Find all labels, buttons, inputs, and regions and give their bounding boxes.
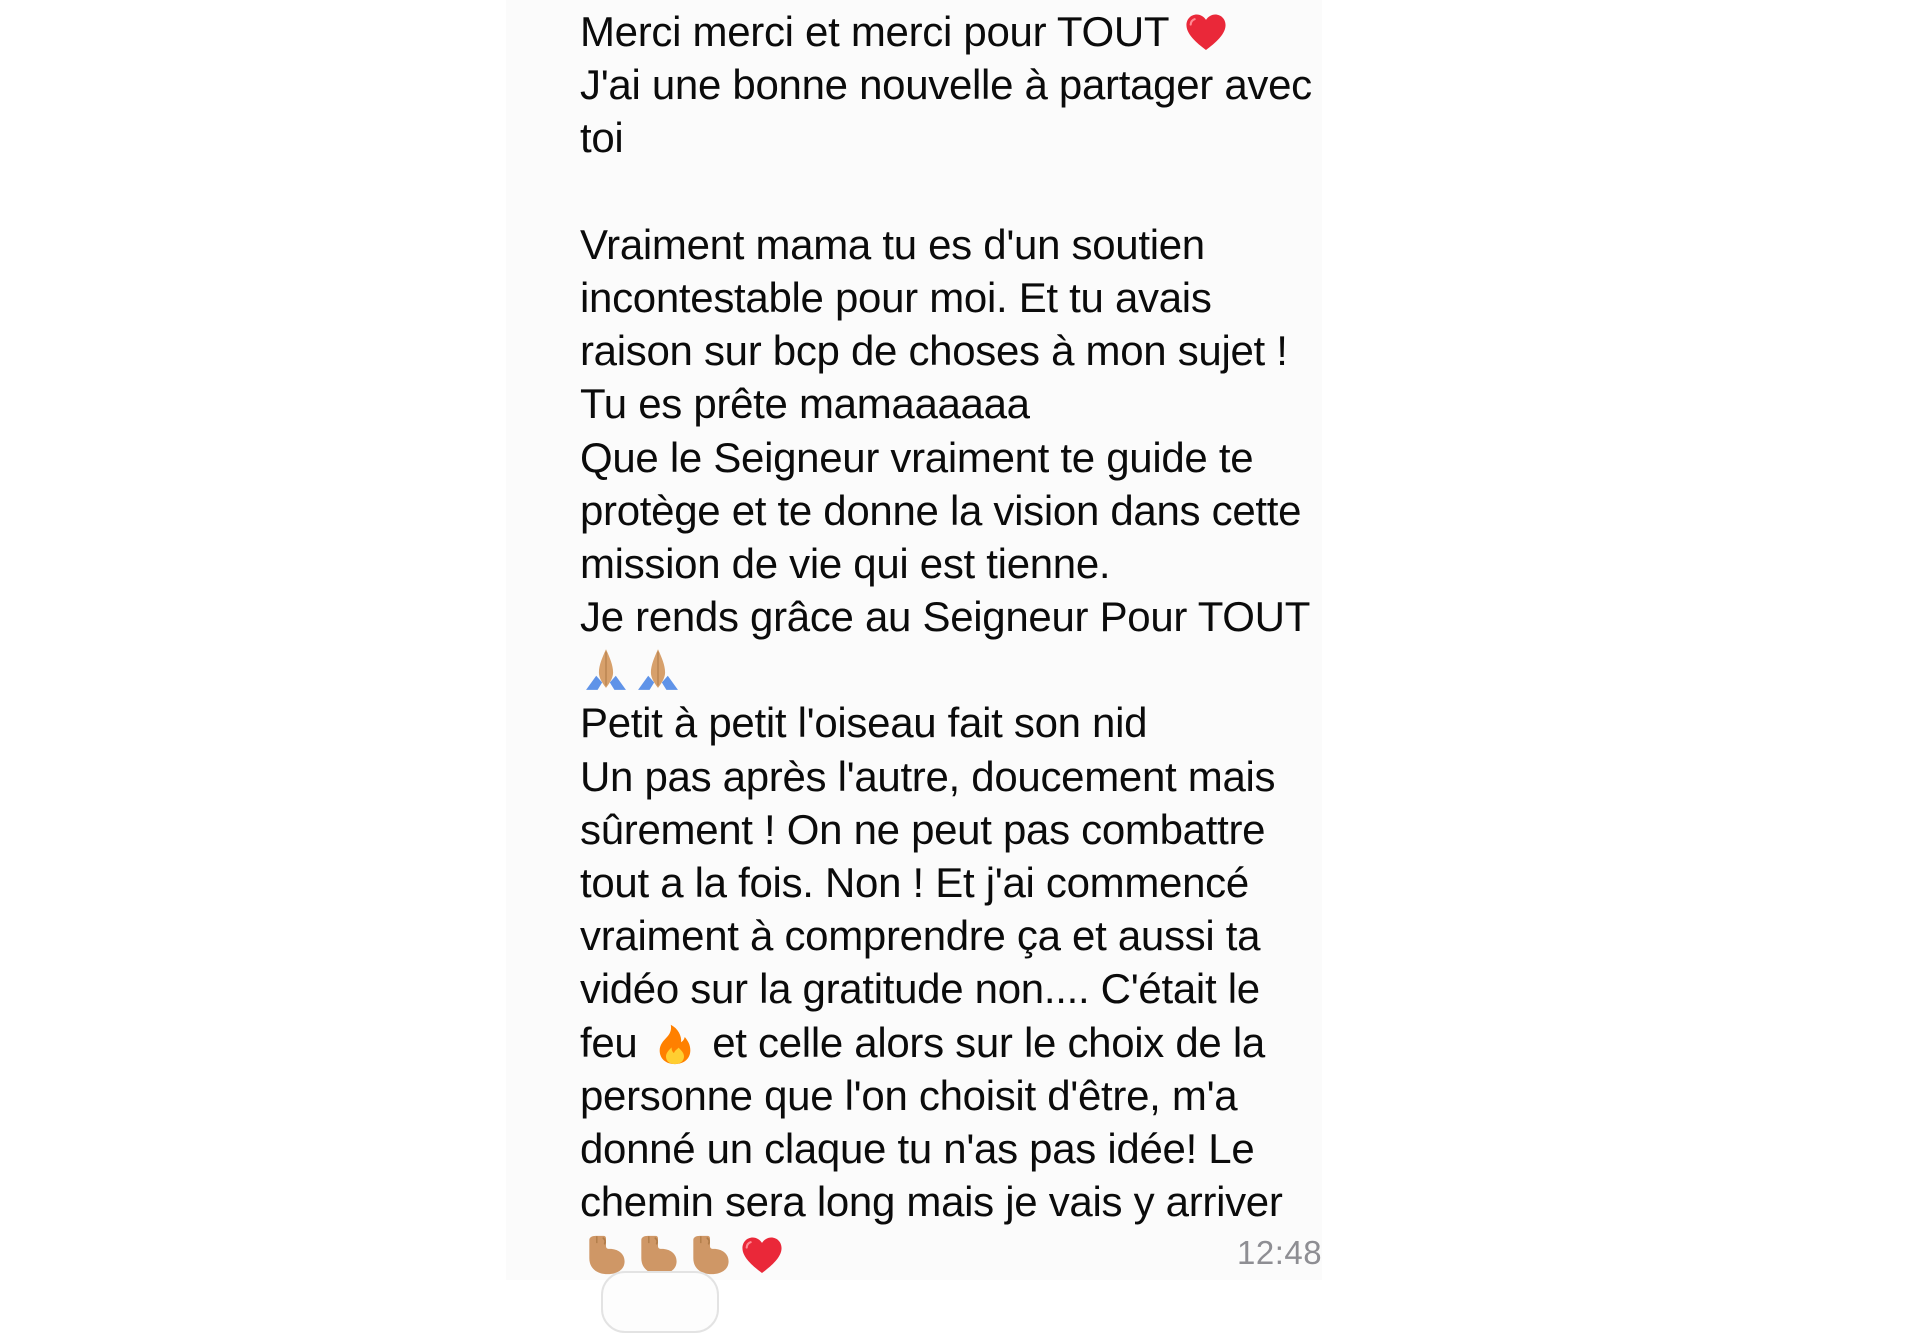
message-text-segment: Un pas après l'autre, doucement mais: [580, 752, 1276, 800]
message-text-segment: J'ai une bonne nouvelle à partager avec: [580, 61, 1312, 109]
folded-hands-emoji: [635, 647, 681, 693]
message-line: [580, 856, 1440, 909]
message-line: [580, 431, 1440, 484]
message-line: [580, 111, 1440, 164]
message-text-segment: tout a la fois. Non ! Et j'ai commencé: [580, 859, 1249, 906]
message-line: [580, 590, 1440, 643]
next-message-bubble-partial[interactable]: [601, 1271, 719, 1333]
message-text-segment: Je rends grâce au Seigneur Pour TOUT: [580, 593, 1311, 641]
message-line: [580, 1122, 1440, 1175]
message-text-segment: donné un claque tu n'as pas idée! Le: [580, 1124, 1255, 1172]
message-text-segment: vraiment à comprendre ça et aussi ta: [580, 912, 1261, 960]
message-text-segment: feu: [580, 1018, 649, 1066]
message-line: [580, 324, 1440, 377]
message-text-segment: sûrement ! On ne peut pas combattre: [580, 805, 1266, 853]
message-text-segment: Merci merci et merci pour TOUT: [580, 8, 1180, 55]
message-line: [580, 962, 1440, 1015]
message-line: [580, 696, 1440, 749]
message-line: [580, 909, 1440, 962]
message-text-segment: incontestable pour moi. Et tu avais: [580, 273, 1212, 321]
message-line: [580, 643, 1440, 696]
message-line: [580, 1175, 1440, 1228]
message-text-segment: mission de vie qui est tienne.: [580, 539, 1111, 587]
message-text-segment: raison sur bcp de choses à mon sujet !: [580, 327, 1288, 375]
message-text-segment: Vraiment mama tu es d'un soutien: [580, 220, 1205, 268]
folded-hands-emoji: [583, 647, 629, 693]
message-line: [580, 803, 1440, 856]
message-line: [580, 1069, 1440, 1122]
message-line: [580, 165, 1440, 218]
message-text-segment: personne que l'on choisit d'être, m'a: [580, 1071, 1238, 1119]
message-timestamp: 12:48: [1237, 1234, 1323, 1271]
message-text-segment: Petit à petit l'oiseau fait son nid: [580, 699, 1148, 747]
message-text: [580, 5, 1440, 1282]
message-text-segment: et celle alors sur le choix de la: [700, 1018, 1265, 1066]
message-text-segment: vidéo sur la gratitude non.... C'était le: [580, 965, 1260, 1013]
message-line: [580, 218, 1440, 271]
message-text-segment: chemin sera long mais je vais y arriver: [580, 1178, 1283, 1226]
message-text-segment: toi: [580, 114, 624, 162]
message-text-segment: Tu es prête mamaaaaaa: [580, 380, 1030, 428]
message-line: [580, 5, 1440, 58]
message-line: [580, 1016, 1440, 1069]
fire-emoji: [652, 1020, 698, 1066]
message-text-segment: protège et te donne la vision dans cette: [580, 486, 1302, 534]
message-line: [580, 537, 1440, 590]
message-line: [580, 377, 1440, 430]
message-line: [580, 484, 1440, 537]
red-heart-emoji: [739, 1232, 785, 1278]
message-line: [580, 58, 1440, 111]
message-line: [580, 271, 1440, 324]
message-text-segment: Que le Seigneur vraiment te guide te: [580, 433, 1254, 481]
message-line: [580, 750, 1440, 803]
red-heart-emoji: [1183, 9, 1229, 55]
